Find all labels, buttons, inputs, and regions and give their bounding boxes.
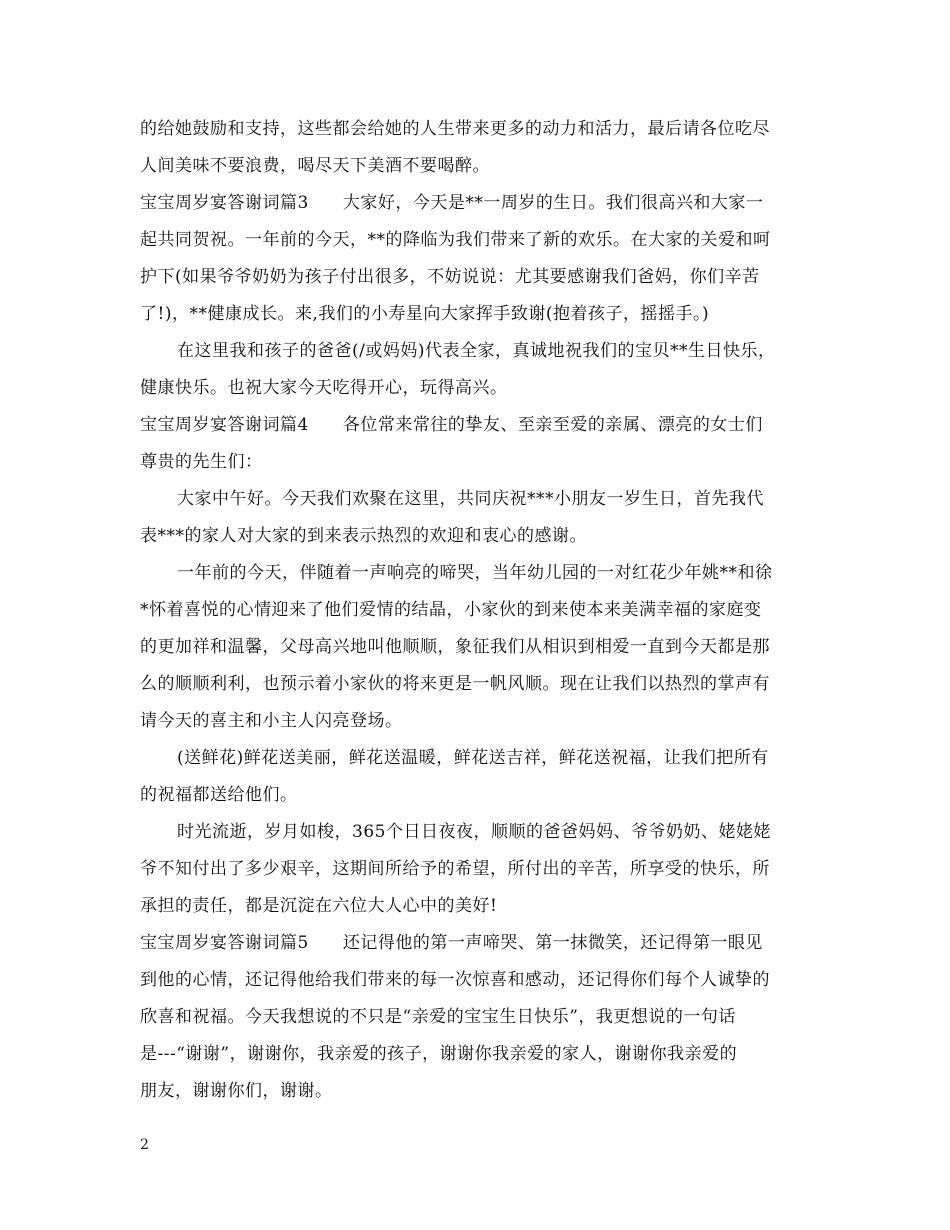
- section-heading: 宝宝周岁宴答谢词篇4: [140, 415, 309, 435]
- text-line: 各位常来常往的挚友、至亲至爱的亲属、漂亮的女士们: [342, 415, 763, 435]
- text-line: 大家好，今天是**一周岁的生日。我们很高兴和大家一: [342, 193, 764, 213]
- section-heading: 宝宝周岁宴答谢词篇3: [140, 193, 309, 213]
- text-line: 的祝福都送给他们。: [140, 785, 298, 805]
- section-heading-5-line: [140, 932, 820, 954]
- text-line: 请今天的喜主和小主人闪亮登场。: [140, 711, 403, 731]
- text-line: 的给她鼓励和支持，这些都会给她的人生带来更多的动力和活力，最后请各位吃尽: [140, 119, 770, 139]
- paragraph-start: 大家中午好。今天我们欢聚在这里，共同庆祝***小朋友一岁生日，首先我代: [177, 489, 764, 509]
- paragraph-start: 时光流逝，岁月如梭，365个日日夜夜，顺顺的爸爸妈妈、爷爷奶奶、姥姥姥: [177, 822, 771, 842]
- paragraph-start: 在这里我和孩子的爸爸(/或妈妈)代表全家，真诚地祝我们的宝贝**生日快乐，: [177, 341, 776, 361]
- text-line: 爷不知付出了多少艰辛，这期间所给予的希望，所付出的辛苦，所享受的快乐，所: [140, 859, 770, 879]
- section-heading-4-line: [140, 414, 820, 436]
- text-line: 么的顺顺利利，也预示着小家伙的将来更是一帆风顺。现在让我们以热烈的掌声有: [140, 674, 770, 694]
- text-line: 到他的心情，还记得他给我们带来的每一次惊喜和感动，还记得你们每个人诚挚的: [140, 970, 770, 990]
- text-line: 护下(如果爷爷奶奶为孩子付出很多，不妨说说：尤其要感谢我们爸妈，你们辛苦: [140, 267, 760, 287]
- text-line: 了!)，**健康成长。来,我们的小寿星向大家挥手致谢(抱着孩子，摇摇手。): [140, 304, 710, 324]
- paragraph-start: (送鲜花)鲜花送美丽，鲜花送温暖，鲜花送吉祥，鲜花送祝福，让我们把所有: [177, 748, 769, 768]
- text-line: 的更加祥和温馨，父母高兴地叫他顺顺，象征我们从相识到相爱一直到今天都是那: [140, 637, 770, 657]
- paragraph-start: 一年前的今天，伴随着一声响亮的啼哭，当年幼儿园的一对红花少年姚**和徐: [177, 563, 773, 583]
- text-line: 表***的家人对大家的到来表示热烈的欢迎和衷心的感谢。: [140, 526, 587, 546]
- text-line: 朋友，谢谢你们，谢谢。: [140, 1081, 333, 1101]
- page-number: 2: [140, 1137, 149, 1153]
- text-line: 欣喜和祝福。今天我想说的不只是“亲爱的宝宝生日快乐”，我更想说的一句话: [140, 1007, 736, 1027]
- text-line: 尊贵的先生们：: [140, 452, 263, 472]
- text-line: 还记得他的第一声啼哭、第一抹微笑，还记得第一眼见: [342, 933, 763, 953]
- text-line: *怀着喜悦的心情迎来了他们爱情的结晶，小家伙的到来使本来美满幸福的家庭变: [140, 600, 762, 620]
- section-heading: 宝宝周岁宴答谢词篇5: [140, 933, 309, 953]
- section-heading-3-line: [140, 192, 820, 214]
- text-line: 健康快乐。也祝大家今天吃得开心，玩得高兴。: [140, 378, 508, 398]
- text-line: 承担的责任，都是沉淀在六位大人心中的美好!: [140, 896, 498, 916]
- text-line: 是---“谢谢”，谢谢你，我亲爱的孩子，谢谢你我亲爱的家人，谢谢你我亲爱的: [140, 1044, 738, 1064]
- text-line: 起共同贺祝。一年前的今天，**的降临为我们带来了新的欢乐。在大家的关爱和呵: [140, 230, 771, 250]
- text-line: 人间美味不要浪费，喝尽天下美酒不要喝醉。: [140, 156, 490, 176]
